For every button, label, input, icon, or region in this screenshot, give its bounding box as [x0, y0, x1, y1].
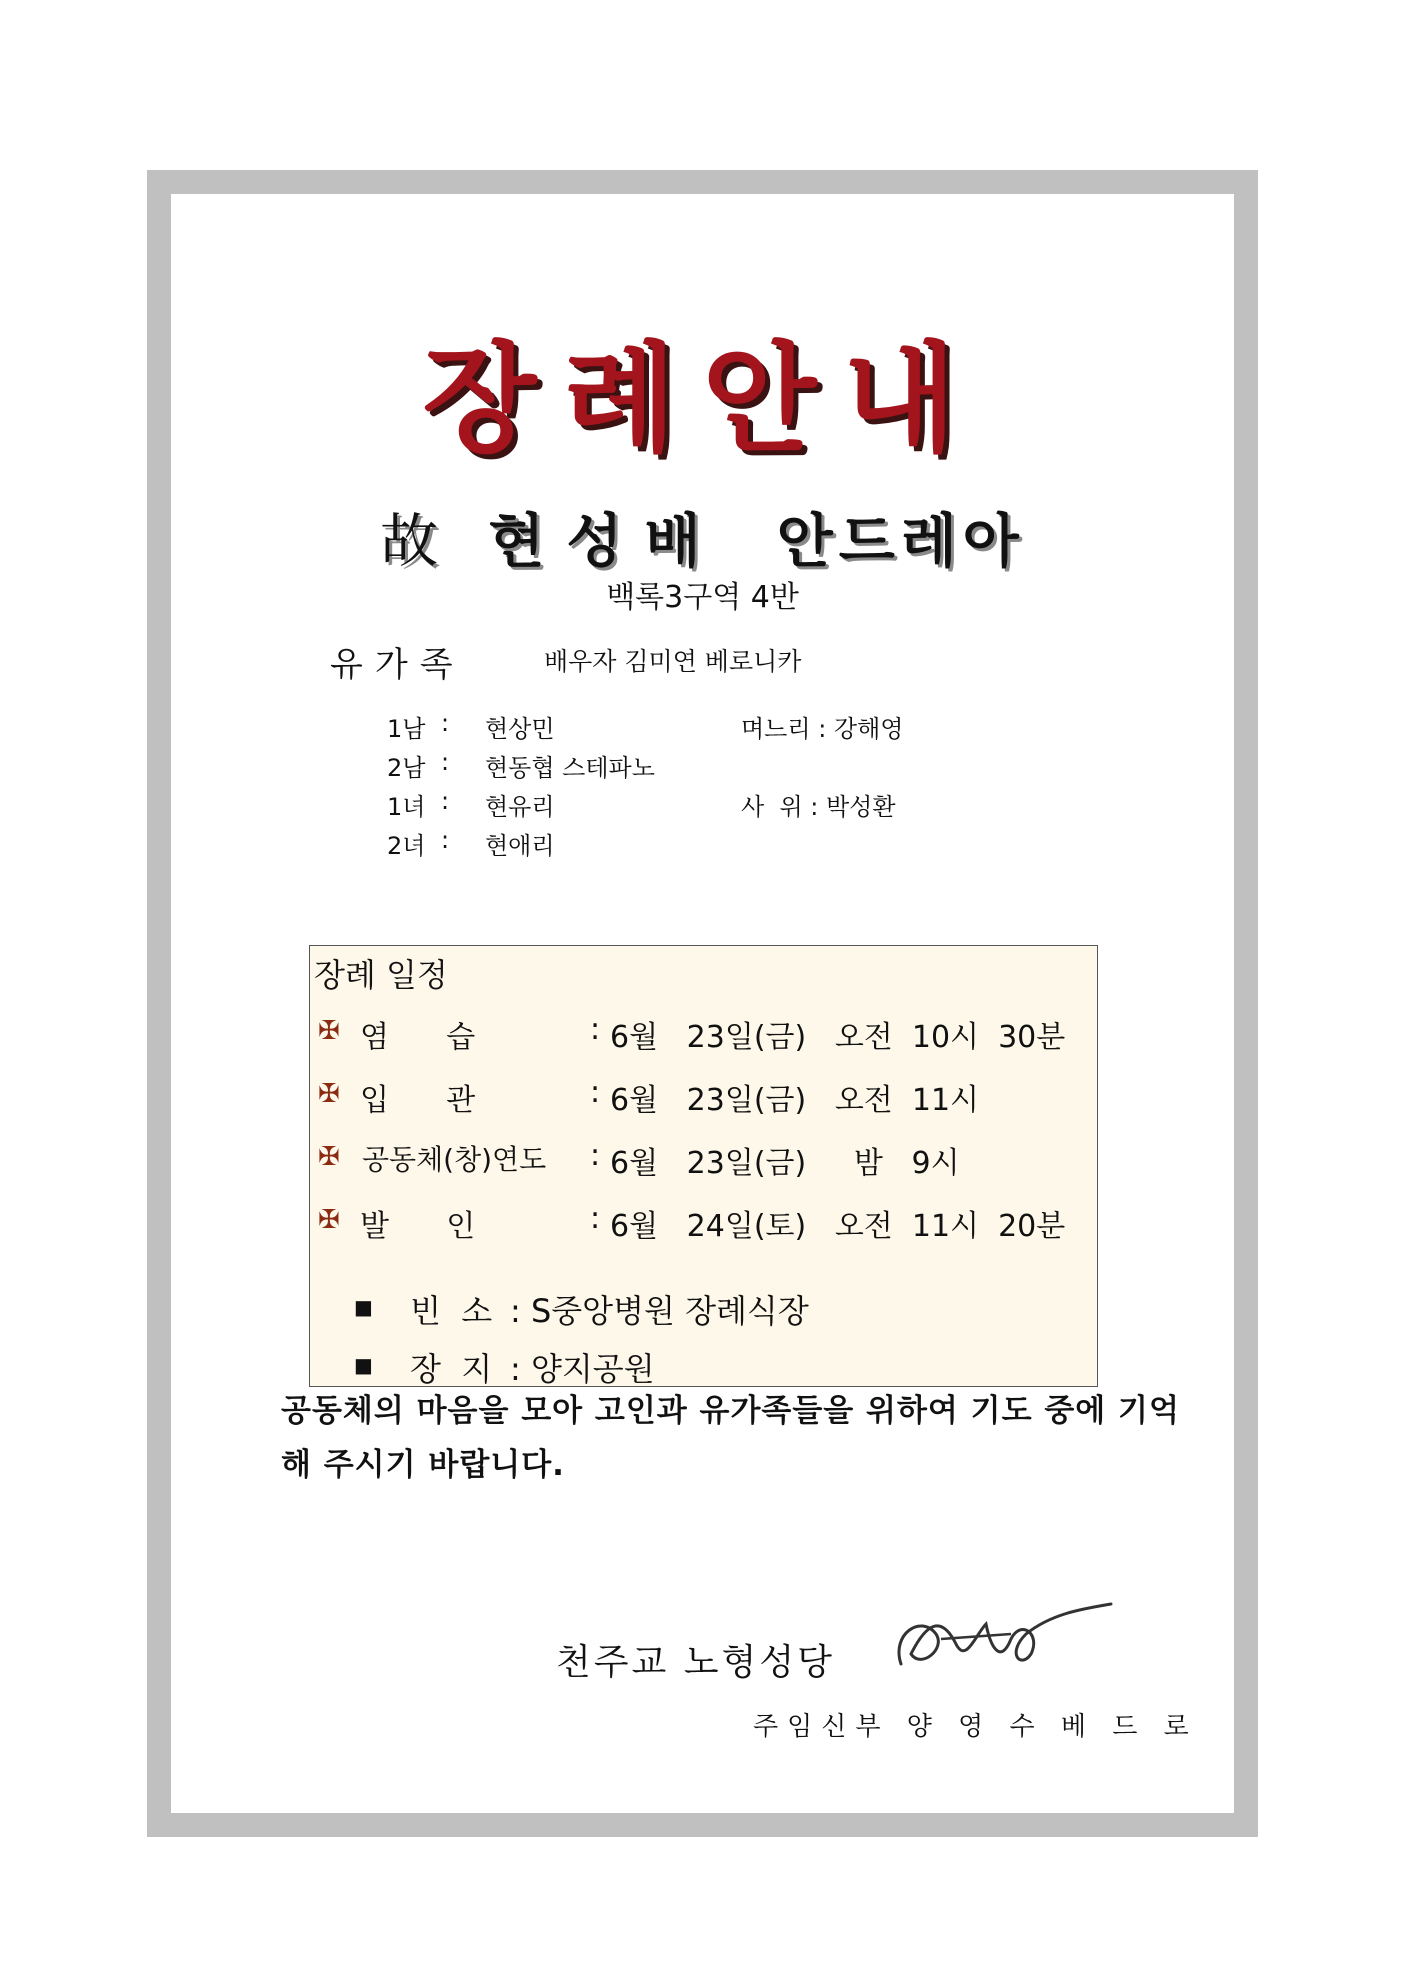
in-law-relation: 며느리 [741, 715, 811, 743]
spouse: 배우자 김미연 베로니카 [544, 647, 802, 676]
prayer-message: 공동체의 마음을 모아 고인과 유가족들을 위하여 기도 중에 기억해 주시기 바랍니다. [281, 1393, 1180, 1483]
schedule-colon: : [590, 1138, 601, 1173]
family-relation: 2남 [387, 754, 426, 782]
cross-icon: ✠ [318, 1205, 340, 1235]
in-law-colon: : [818, 715, 834, 743]
info-label: 장 지 [410, 1350, 493, 1388]
region: 백록3구역 4반 [606, 580, 799, 615]
in-law-colon: : [810, 793, 826, 821]
family-colon: : [441, 709, 450, 737]
cross-icon: ✠ [318, 1142, 340, 1172]
schedule-item-label: 공동체(창)연도 [362, 1143, 547, 1176]
info-label: 빈 소 [410, 1292, 493, 1330]
deceased-name: 현성배 [488, 507, 723, 575]
document-frame [147, 170, 1258, 1837]
in-law-entry [741, 709, 903, 744]
schedule-colon: : [590, 1012, 601, 1047]
schedule-item-value: 6월 23일(금) 오전 11시 [610, 1083, 980, 1118]
info-value: : 양지공원 [510, 1350, 655, 1388]
schedule-colon: : [590, 1075, 601, 1110]
deceased-baptismal-name: 안드레아 [776, 507, 1025, 575]
family-name: 현애리 [485, 832, 555, 860]
schedule-item-value: 6월 23일(금) 밤 9시 [610, 1146, 960, 1181]
family-colon: : [441, 826, 450, 854]
family-colon: : [441, 787, 450, 815]
schedule-heading: 장례 일정 [314, 956, 448, 994]
signature-icon [881, 1594, 1121, 1684]
in-law-relation: 사 위 [741, 793, 803, 821]
in-law-name: 박성환 [826, 793, 896, 821]
document-page [171, 194, 1234, 1813]
schedule-colon: : [590, 1201, 601, 1236]
notice-title: 장례안내 [422, 330, 983, 468]
priest-name: 주임신부 양 영 수 베 드 로 [753, 1712, 1198, 1742]
family-name: 현동협 스테파노 [485, 754, 655, 782]
family-relation: 1남 [387, 715, 426, 743]
deceased-prefix: 故 [380, 507, 445, 575]
family-colon: : [441, 748, 450, 776]
family-relation: 2녀 [387, 832, 426, 860]
church-name: 천주교 노형성당 [556, 1642, 835, 1683]
deceased-line [171, 494, 1234, 578]
schedule-item-label: 염 습 [360, 1020, 476, 1055]
family-label: 유가족 [330, 645, 465, 685]
bullet-icon: ■ [354, 1353, 373, 1377]
in-law-entry [741, 787, 896, 822]
cross-icon: ✠ [318, 1079, 340, 1109]
family-name: 현상민 [485, 715, 555, 743]
info-value: : S중앙병원 장례식장 [510, 1292, 809, 1330]
bullet-icon: ■ [354, 1295, 373, 1319]
family-name: 현유리 [485, 793, 555, 821]
schedule-item-value: 6월 24일(토) 오전 11시 20분 [610, 1209, 1066, 1244]
schedule-item-value: 6월 23일(금) 오전 10시 30분 [610, 1020, 1066, 1055]
family-relation: 1녀 [387, 793, 426, 821]
schedule-item-label: 입 관 [360, 1083, 476, 1118]
schedule-item-label: 발 인 [360, 1209, 476, 1244]
in-law-name: 강해영 [833, 715, 904, 743]
cross-icon: ✠ [318, 1016, 340, 1046]
schedule-box [309, 945, 1098, 1387]
